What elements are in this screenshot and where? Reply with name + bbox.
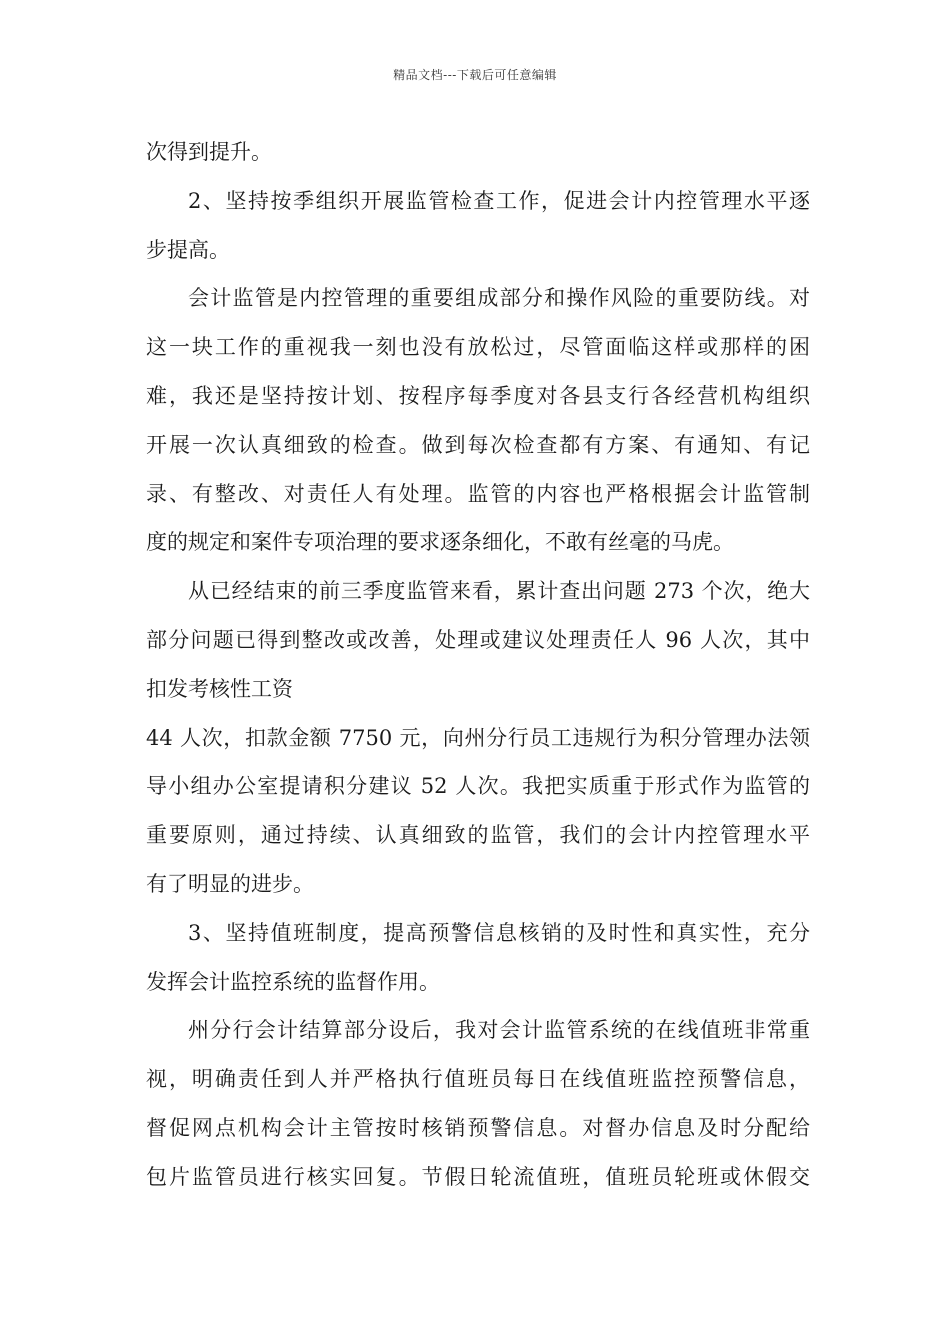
text-line: 步提高。 (146, 237, 230, 262)
text-line: 3、坚持值班制度，提高预警信息核销的及时性和真实性，充分 (188, 920, 810, 945)
text-line: 州分行会计结算部分设后，我对会计监管系统的在线值班非常重 (188, 1018, 810, 1043)
text-line: 次得到提升。 (146, 140, 272, 164)
text-line: 开展一次认真细致的检查。做到每次检查都有方案、有通知、有记 (146, 432, 810, 457)
text-line: 录、有整改、对责任人有处理。监管的内容也严格根据会计监管制 (146, 481, 810, 506)
text-line: 视，明确责任到人并严格执行值班员每日在线值班监控预警信息， (146, 1067, 810, 1092)
text-line: 扣发考核性工资 (146, 676, 293, 701)
text-line: 这一块工作的重视我一刻也没有放松过，尽管面临这样或那样的困 (146, 335, 810, 360)
text-line: 会计监管是内控管理的重要组成部分和操作风险的重要防线。对 (188, 286, 810, 311)
text-line: 44 人次，扣款金额 7750 元，向州分行员工违规行为积分管理办法领 (146, 725, 810, 750)
text-line: 发挥会计监控系统的监督作用。 (146, 969, 440, 994)
text-line: 督促网点机构会计主管按时核销预警信息。对督办信息及时分配给 (146, 1115, 810, 1140)
text-line: 有了明显的进步。 (146, 871, 314, 896)
text-line: 导小组办公室提请积分建议 52 人次。我把实质重于形式作为监管的 (146, 774, 810, 799)
text-line: 2、坚持按季组织开展监管检查工作，促进会计内控管理水平逐 (188, 188, 810, 213)
page-header: 精品文档---下载后可任意编辑 (393, 68, 557, 82)
text-line: 度的规定和案件专项治理的要求逐条细化，不敢有丝毫的马虎。 (146, 530, 734, 555)
text-line: 重要原则，通过持续、认真细致的监管，我们的会计内控管理水平 (146, 823, 810, 848)
text-line: 从已经结束的前三季度监管来看，累计查出问题 273 个次，绝大 (188, 579, 810, 604)
body-text (146, 128, 810, 1202)
text-line: 部分问题已得到整改或改善，处理或建议处理责任人 96 人次，其中 (146, 627, 810, 652)
text-line: 难，我还是坚持按计划、按程序每季度对各县支行各经营机构组织 (146, 383, 810, 408)
text-line: 包片监管员进行核实回复。节假日轮流值班，值班员轮班或休假交 (146, 1164, 810, 1189)
